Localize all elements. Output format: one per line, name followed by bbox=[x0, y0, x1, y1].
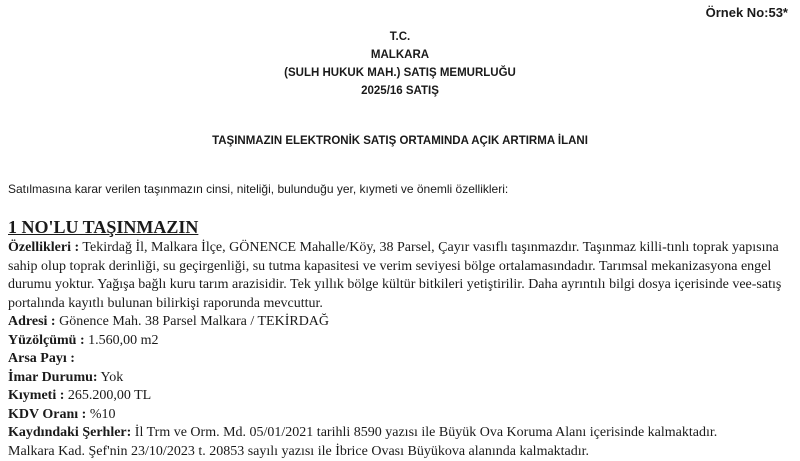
property-section bbox=[8, 216, 792, 461]
address-row bbox=[8, 313, 792, 332]
conditions-label: Kaydındaki Şerhler: bbox=[8, 425, 131, 440]
header-line-case-no: 2025/16 SATIŞ bbox=[0, 82, 800, 100]
header-line-tc: T.C. bbox=[0, 28, 800, 46]
property-heading: 1 NO'LU TAŞINMAZIN bbox=[8, 216, 792, 238]
notice-title: TAŞINMAZIN ELEKTRONİK SATIŞ ORTAMINDA AÇIK ARTIRMA İLANI bbox=[0, 132, 800, 150]
value-amount: 265.200,00 TL bbox=[64, 388, 151, 403]
area-value: 1.560,00 m2 bbox=[85, 333, 159, 348]
address-label: Adresi : bbox=[8, 314, 56, 329]
header-line-office: (SULH HUKUK MAH.) SATIŞ MEMURLUĞU bbox=[0, 64, 800, 82]
vat-value: %10 bbox=[86, 407, 115, 422]
document-header bbox=[0, 28, 800, 100]
value-label: Kıymeti : bbox=[8, 388, 64, 403]
intro-text: Satılmasına karar verilen taşınmazın cinsi, niteliği, bulunduğu yer, kıymeti ve önemli özellikleri: bbox=[8, 180, 508, 198]
sample-number: Örnek No:53* bbox=[706, 4, 788, 22]
conditions-row-2: Malkara Kad. Şef'nin 23/10/2023 t. 20853 sayılı yazısı ile İbrice Ovası Büyükova alanında kalmaktadır. bbox=[8, 443, 792, 461]
zoning-value: Yok bbox=[98, 370, 124, 385]
land-share-row bbox=[8, 350, 792, 369]
conditions-value: İl Trm ve Orm. Md. 05/01/2021 tarihli 8590 yazısı ile Büyük Ova Koruma Alanı içerisinde kalmaktadır. bbox=[131, 425, 717, 440]
header-line-city: MALKARA bbox=[0, 46, 800, 64]
area-row bbox=[8, 332, 792, 351]
value-row bbox=[8, 387, 792, 406]
zoning-row bbox=[8, 369, 792, 388]
vat-label: KDV Oranı : bbox=[8, 407, 86, 422]
features-row bbox=[8, 239, 792, 313]
address-value: Gönence Mah. 38 Parsel Malkara / TEKİRDAĞ bbox=[56, 314, 329, 329]
features-value: Tekirdağ İl, Malkara İlçe, GÖNENCE Mahalle/Köy, 38 Parsel, Çayır vasıflı taşınmazdır. Taşınmaz killi-tınlı toprak yapısına sahip olup toprak derinliği, su geçirgenliği, su tutma kapasitesi ve verim seviyesi bölge ortalamasındadır. Tarımsal mekanizasyona engel durumu yoktur. Yağışa bağlı kuru tarım arazisidir. Tek yıllık bölge kültür bitkileri yetiştirilir. Daha ayrıntılı bilgi dosya içerisinde vee-satış portalında kayıtlı bulunan bilirkişi raporunda mevcuttur. bbox=[8, 240, 781, 311]
area-label: Yüzölçümü : bbox=[8, 333, 85, 348]
conditions-row bbox=[8, 424, 792, 443]
vat-row bbox=[8, 406, 792, 425]
land-share-label: Arsa Payı : bbox=[8, 351, 75, 366]
features-label: Özellikleri : bbox=[8, 240, 79, 255]
zoning-label: İmar Durumu: bbox=[8, 370, 98, 385]
